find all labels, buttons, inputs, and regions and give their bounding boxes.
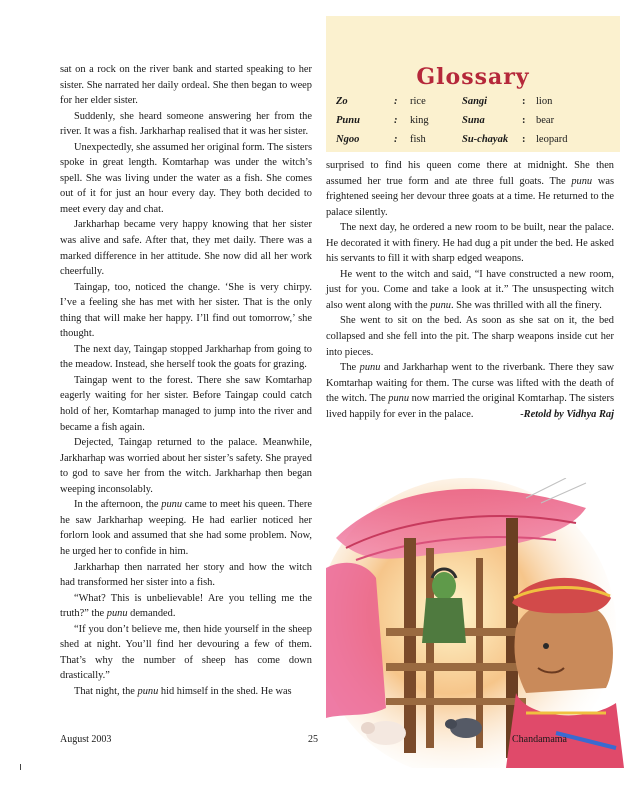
glossary-colon: : (394, 96, 398, 107)
text: hid himself in the shed. He was (158, 685, 292, 697)
glossary-definition: king (410, 115, 429, 126)
paragraph (60, 684, 312, 700)
glossary-term: Punu (336, 115, 360, 126)
glossary-title: Glossary (416, 64, 530, 90)
glossary-table (336, 96, 568, 153)
text: and Jarkharhap went to the riverbank. There they saw Komtarhap waiting for them. The curse was lifted with the death of the witch. The (326, 362, 614, 405)
term-punu: punu (161, 499, 183, 511)
author-credit: -Retold by Vidhya Raj (520, 408, 614, 420)
paragraph: Jarkharhap became very happy knowing that her sister was alive and safe. After that, they met daily. There was a marked difference in her attitude. She now did all her work cheerfully. (60, 219, 312, 278)
story-illustration-icon (326, 478, 624, 768)
glossary-definition: bear (536, 115, 555, 126)
glossary-colon: : (522, 115, 526, 126)
right-column (326, 158, 614, 422)
term-punu: punu (571, 175, 593, 187)
glossary-colon: : (522, 96, 526, 107)
crop-mark (20, 764, 21, 770)
glossary-row (336, 96, 568, 115)
term-punu: punu (359, 362, 381, 374)
magazine-name: Chandamama (512, 734, 567, 745)
glossary-definition: leopard (536, 134, 568, 145)
paragraph: Suddenly, she heard someone answering her from the river. It was a fish. Jarkharhap realised that it was her sister. (60, 110, 312, 138)
glossary-term: Su-chayak (462, 134, 509, 145)
text: now married the original Komtarhap. The sisters lived happily for ever in the palace. (326, 393, 615, 420)
term-punu: punu (137, 685, 159, 697)
glossary-definition: rice (410, 96, 426, 107)
paragraph (326, 267, 614, 314)
paragraph: Jarkharhap then narrated her story and how the witch had transformed her sister into a fish. (60, 561, 312, 589)
paragraph: Taingap, too, noticed the change. ‘She is very chirpy. I’ve a feeling she has met with her sister. That is the only thing that will make her happy. I’ll find out tomorrow,’ she thought. (60, 281, 312, 340)
glossary-colon: : (394, 115, 398, 126)
paragraph: She went to sit on the bed. As soon as she sat on it, the bed collapsed and she fell into the pit. The sharp weapons inside cut her into pieces. (326, 315, 614, 358)
paragraph (326, 158, 614, 220)
paragraph: Dejected, Taingap returned to the palace. Meanwhile, Jarkharhap was worried about her sister’s safety. She prayed to god to save her from the witch. Jarkharhap then began weeping inconsolably. (60, 437, 312, 495)
paragraph: The next day, he ordered a new room to be built, near the palace. He decorated it with finery. He had dug a pit under the bed. He asked his servants to fill it with sharp edged weapons. (326, 222, 614, 265)
glossary-row (336, 115, 568, 134)
illustration-artwork (326, 478, 624, 768)
text: surprised to find his queen come there at midnight. She then assumed her true form and ate three full goats. The (326, 160, 614, 187)
text: “What? This is unbelievable! Are you telling me the truth?” the (60, 592, 312, 620)
text: . She was thrilled with all the finery. (450, 299, 602, 311)
glossary-colon: : (394, 134, 398, 145)
glossary-definition: lion (536, 96, 553, 107)
text: was frightened seeing her devour three goats at a time. He returned to the palace silently. (326, 175, 614, 218)
glossary-definition: fish (410, 134, 426, 145)
glossary-colon: : (522, 134, 526, 145)
text: That night, the (74, 685, 138, 697)
paragraph: sat on a rock on the river bank and started speaking to her sister. She narrated her daily ordeal. She then began to weep for her elder sister. (60, 64, 312, 107)
glossary-row (336, 134, 568, 153)
glossary-term: Zo (336, 96, 348, 107)
left-column (60, 62, 312, 699)
paragraph (60, 591, 312, 622)
paragraph (60, 497, 312, 559)
paragraph: “If you don’t believe me, then hide yourself in the sheep shed at night. You’ll find her devouring a few of them. That’s why the number of sheep has come down drastically.” (60, 623, 312, 682)
paragraph: Unexpectedly, she assumed her original form. The sisters spoke in great length. Komtarhap was under the witch’s spell. She was living under the water as a fish. She comes out of it for just an hour every day. They both decided to meet every day and chat. (60, 141, 312, 215)
paragraph: Taingap went to the forest. There she saw Komtarhap eagerly waiting for her sister. Before Taingap could catch hold of her, Komtarhap managed to jump into the river and became a fish again. (60, 374, 312, 433)
glossary-term: Sangi (462, 96, 488, 107)
glossary-box (326, 16, 620, 152)
paragraph (326, 360, 614, 422)
page-number: 25 (308, 734, 318, 745)
glossary-term: Suna (462, 115, 485, 126)
text: came to meet his queen. There he saw Jarkharhap weeping. He had earlier noticed her forlorn look and assumed that she had some problem. Now, he urged her to confide in him. (60, 499, 312, 557)
footer-date: August 2003 (60, 734, 112, 745)
term-punu: punu (388, 393, 410, 405)
term-punu: punu (430, 299, 451, 311)
text: The (340, 362, 360, 374)
text: In the afternoon, the (74, 499, 162, 511)
term-punu: punu (106, 608, 128, 620)
glossary-term: Ngoo (336, 134, 360, 145)
text: He went to the witch and said, “I have constructed a new room, just for you. Come and take a look at it.” The unsuspecting witch also went along with the (326, 268, 614, 311)
text: demanded. (127, 608, 176, 620)
paragraph: The next day, Taingap stopped Jarkharhap from going to the meadow. Instead, she herself took the goats for grazing. (60, 343, 312, 371)
